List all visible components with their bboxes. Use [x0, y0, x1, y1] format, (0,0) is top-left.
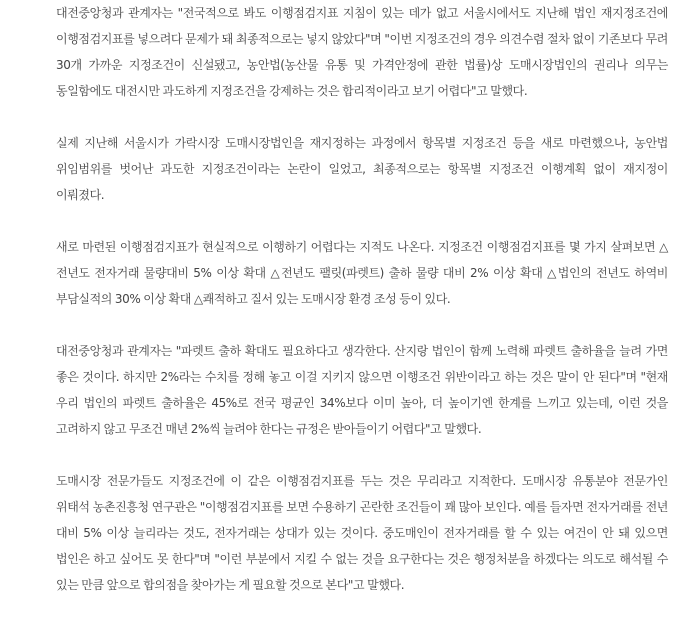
paragraph-3: 새로 마련된 이행점검지표가 현실적으로 이행하기 어렵다는 지적도 나온다. 지정조건 이행점검지표를 몇 가지 살펴보면 △전년도 전자거래 물량대비 5% 이상 확대 △전년도 팰릿(파렛트) 출하 물량 대비 2% 이상 확대 △법인의 전년도 하역비 부담실적의 30% 이상 확대 △쾌적하고 질서 있는 도매시장 환경 조성 등이 있다. — [56, 240, 668, 306]
paragraph-2: 실제 지난해 서울시가 가락시장 도매시장법인을 재지정하는 과정에서 항목별 지정조건 등을 새로 마련했으나, 농안법 위임범위를 벗어난 과도한 지정조건이라는 논란이 일었고, 최종적으로는 항목별 지정조건 이행계획 없이 재지정이 이뤄졌다. — [56, 136, 668, 202]
article-body — [56, 0, 668, 598]
paragraph-1: 대전중앙청과 관계자는 "전국적으로 봐도 이행점검지표 지침이 있는 데가 없고 서울시에서도 지난해 법인 재지정조건에 이행점검지표를 넣으려다 문제가 돼 최종적으로는 넣지 않았다"며 "이번 지정조건의 경우 의견수렴 절차 없이 기존보다 무려 30개 가까운 지정조건이 신설됐고, 농안법(농산물 유통 및 가격안정에 관한 법률)상 도매시장법인의 권리나 의무는 동일함에도 대전시만 과도하게 지정조건을 강제하는 것은 합리적이라고 보기 어렵다"고 말했다. — [56, 6, 668, 98]
paragraph-4: 대전중앙청과 관계자는 "파렛트 출하 확대도 필요하다고 생각한다. 산지랑 법인이 함께 노력해 파렛트 출하율을 늘려 가면 좋은 것이다. 하지만 2%라는 수치를 정해 놓고 이걸 지키지 않으면 이행조건 위반이라고 하는 것은 말이 안 된다"며 "현재 우리 법인의 파렛트 출하율은 45%로 전국 평균인 34%보다 이미 높아, 더 높이기엔 한계를 느끼고 있는데, 이런 것을 고려하지 않고 무조건 매년 2%씩 늘려야 한다는 규정은 받아들이기 어렵다"고 말했다. — [56, 344, 668, 436]
paragraph-5: 도매시장 전문가들도 지정조건에 이 같은 이행점검지표를 두는 것은 무리라고 지적한다. 도매시장 유통분야 전문가인 위태석 농촌진흥청 연구관은 "이행점검지표를 보면 수용하기 곤란한 조건들이 꽤 많아 보인다. 예를 들자면 전자거래를 전년 대비 5% 이상 늘리라는 것도, 전자거래는 상대가 있는 것이다. 중도매인이 전자거래를 할 수 있는 여건이 안 돼 있으면 법인은 하고 싶어도 못 한다"며 "이런 부분에서 지킬 수 없는 것을 요구한다는 것은 행정처분을 하겠다는 의도로 해석될 수 있는 만큼 앞으로 합의점을 찾아가는 게 필요할 것으로 본다"고 말했다. — [56, 474, 668, 592]
